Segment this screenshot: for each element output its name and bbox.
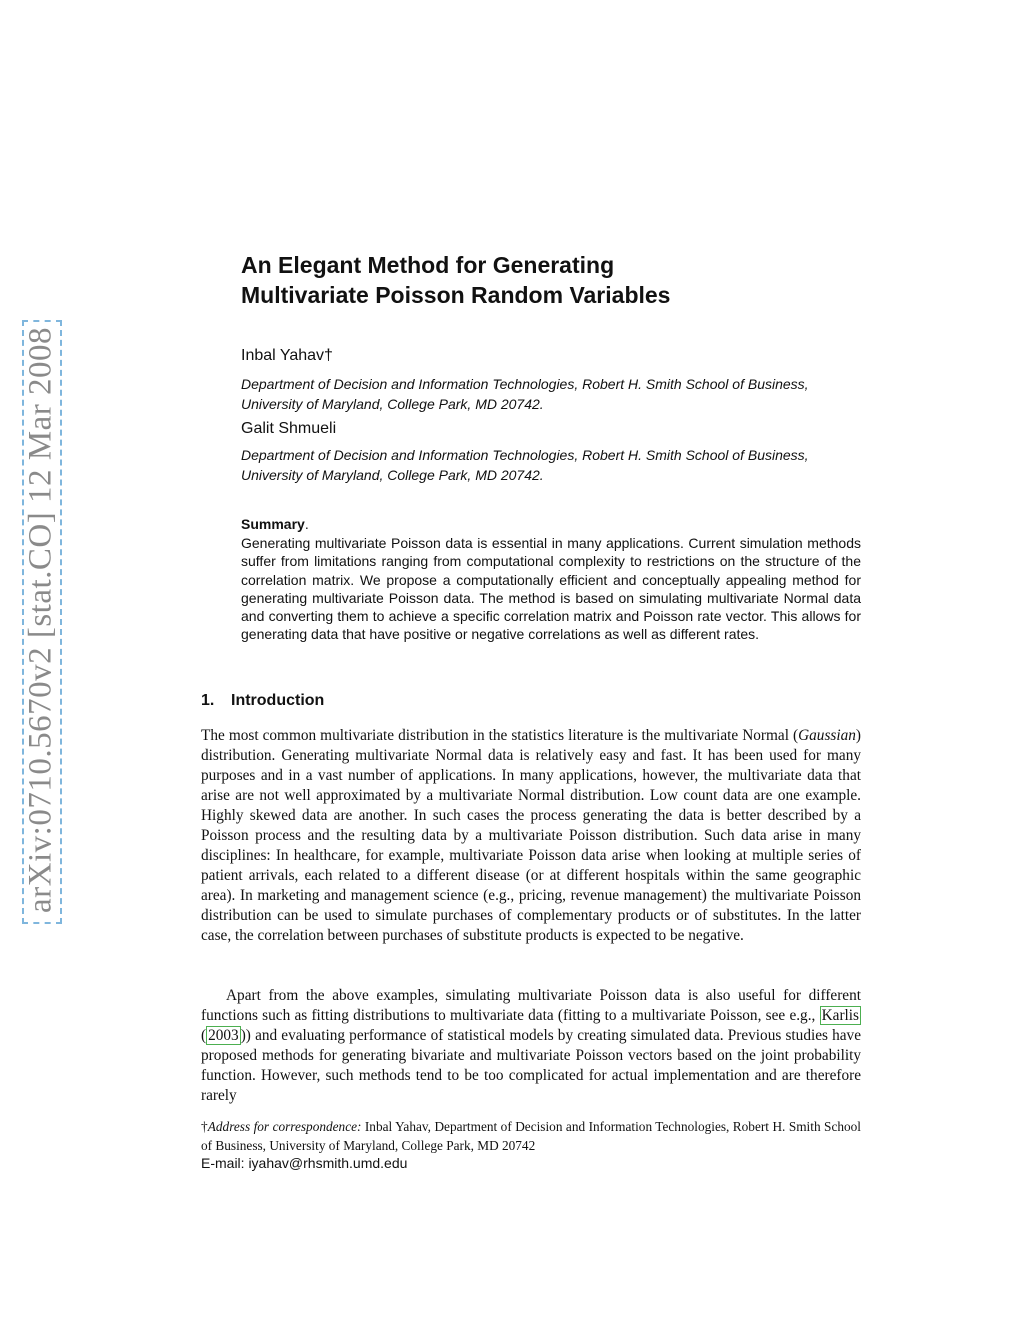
title-line-1: An Elegant Method for Generating <box>241 252 615 278</box>
affiliation-line: University of Maryland, College Park, MD 20742. <box>241 396 544 412</box>
p2-text-b: and evaluating performance of statistical models by creating simulated data. Previous studies have proposed methods for generating bivariate and multivariate Poisson vectors based on the joint probability function. However, such methods tend to be too complicated for actual implementation and are therefore rarely <box>201 1027 861 1104</box>
summary-heading: Summary. <box>241 516 309 532</box>
affiliation-line: University of Maryland, College Park, MD 20742. <box>241 467 544 483</box>
author-affiliation-2 <box>241 445 866 485</box>
section-heading <box>201 692 324 710</box>
affiliation-line: Department of Decision and Information Technologies, Robert H. Smith School of Business, <box>241 376 809 392</box>
citation-paren: ( <box>201 1027 207 1044</box>
paper-title <box>241 250 881 310</box>
title-line-2: Multivariate Poisson Random Variables <box>241 282 671 308</box>
footnote-email[interactable]: E-mail: iyahav@rhsmith.umd.edu <box>201 1155 408 1171</box>
citation-year-link[interactable]: 2003 <box>208 1027 239 1044</box>
footnote-label: Address for correspondence: <box>207 1119 362 1134</box>
summary-heading-text: Summary <box>241 516 305 532</box>
summary-text: Generating multivariate Poisson data is essential in many applications. Current simulation methods suffer from limitations ranging from computational complexity to restrictions on the structure of the correlation matrix. We propose a computationally efficient and conceptually appealing method for generating multivariate Poisson data. The method is based on simulating multivariate Normal data and converting them to achieve a specific correlation matrix and Poisson rate vector. This allows for generating data that have positive or negative correlations as well as different rates. <box>241 535 861 643</box>
author-name-1: Inbal Yahav† <box>241 347 333 364</box>
p1-text-a: The most common multivariate distribution in the statistics literature is the multivariate Normal ( <box>201 727 799 744</box>
p1-italic-term: Gaussian <box>798 727 856 744</box>
citation-author-link[interactable]: Karlis <box>821 1007 859 1024</box>
footnote-text: Inbal Yahav, Department of Decision and Information Technologies, Robert H. Smith School of Business, University of Maryland, College Park, MD 20742 <box>201 1119 861 1153</box>
author-affiliation-1 <box>241 374 866 414</box>
intro-paragraph-1 <box>201 726 861 946</box>
footnote <box>201 1117 861 1155</box>
arxiv-identifier[interactable]: arXiv:0710.5670v2 [stat.CO] 12 Mar 2008 <box>22 327 59 913</box>
p1-text-b: ) distribution. Generating multivariate Normal data is relatively easy and fast. It has been used for many purposes and in a vast number of applications. In many applications, however, the multivariate data that arise are not well approximated by a multivariate Normal distribution. Low count data are one example. Highly skewed data are another. In such cases the process generating the data is better described by a Poisson process and the resulting data by a multivariate Poisson distribution. Such data arise in many disciplines: In healthcare, for example, multivariate Poisson data arise when looking at multiple series of patient arrivals, each related to a different disease (or at different hospitals within the same geographic area). In marketing and management science (e.g., pricing, revenue management) the multivariate Poisson distribution can be used to simulate purchases of complementary products or of substitutes. In the latter case, the correlation between purchases of substitute products is expected to be negative. <box>201 727 861 944</box>
section-number: 1. <box>201 692 215 709</box>
footnote-dagger: † <box>201 1119 208 1134</box>
affiliation-line: Department of Decision and Information Technologies, Robert H. Smith School of Business, <box>241 447 809 463</box>
intro-paragraph-2 <box>201 986 861 1106</box>
p2-text-a: Apart from the above examples, simulating multivariate Poisson data is also useful for different functions such as fitting distributions to multivariate data (fitting to a multivariate Poisson, see e.g., <box>201 987 861 1024</box>
citation-paren: )) <box>240 1027 251 1044</box>
section-title: Introduction <box>231 692 325 709</box>
author-name-2: Galit Shmueli <box>241 420 337 437</box>
